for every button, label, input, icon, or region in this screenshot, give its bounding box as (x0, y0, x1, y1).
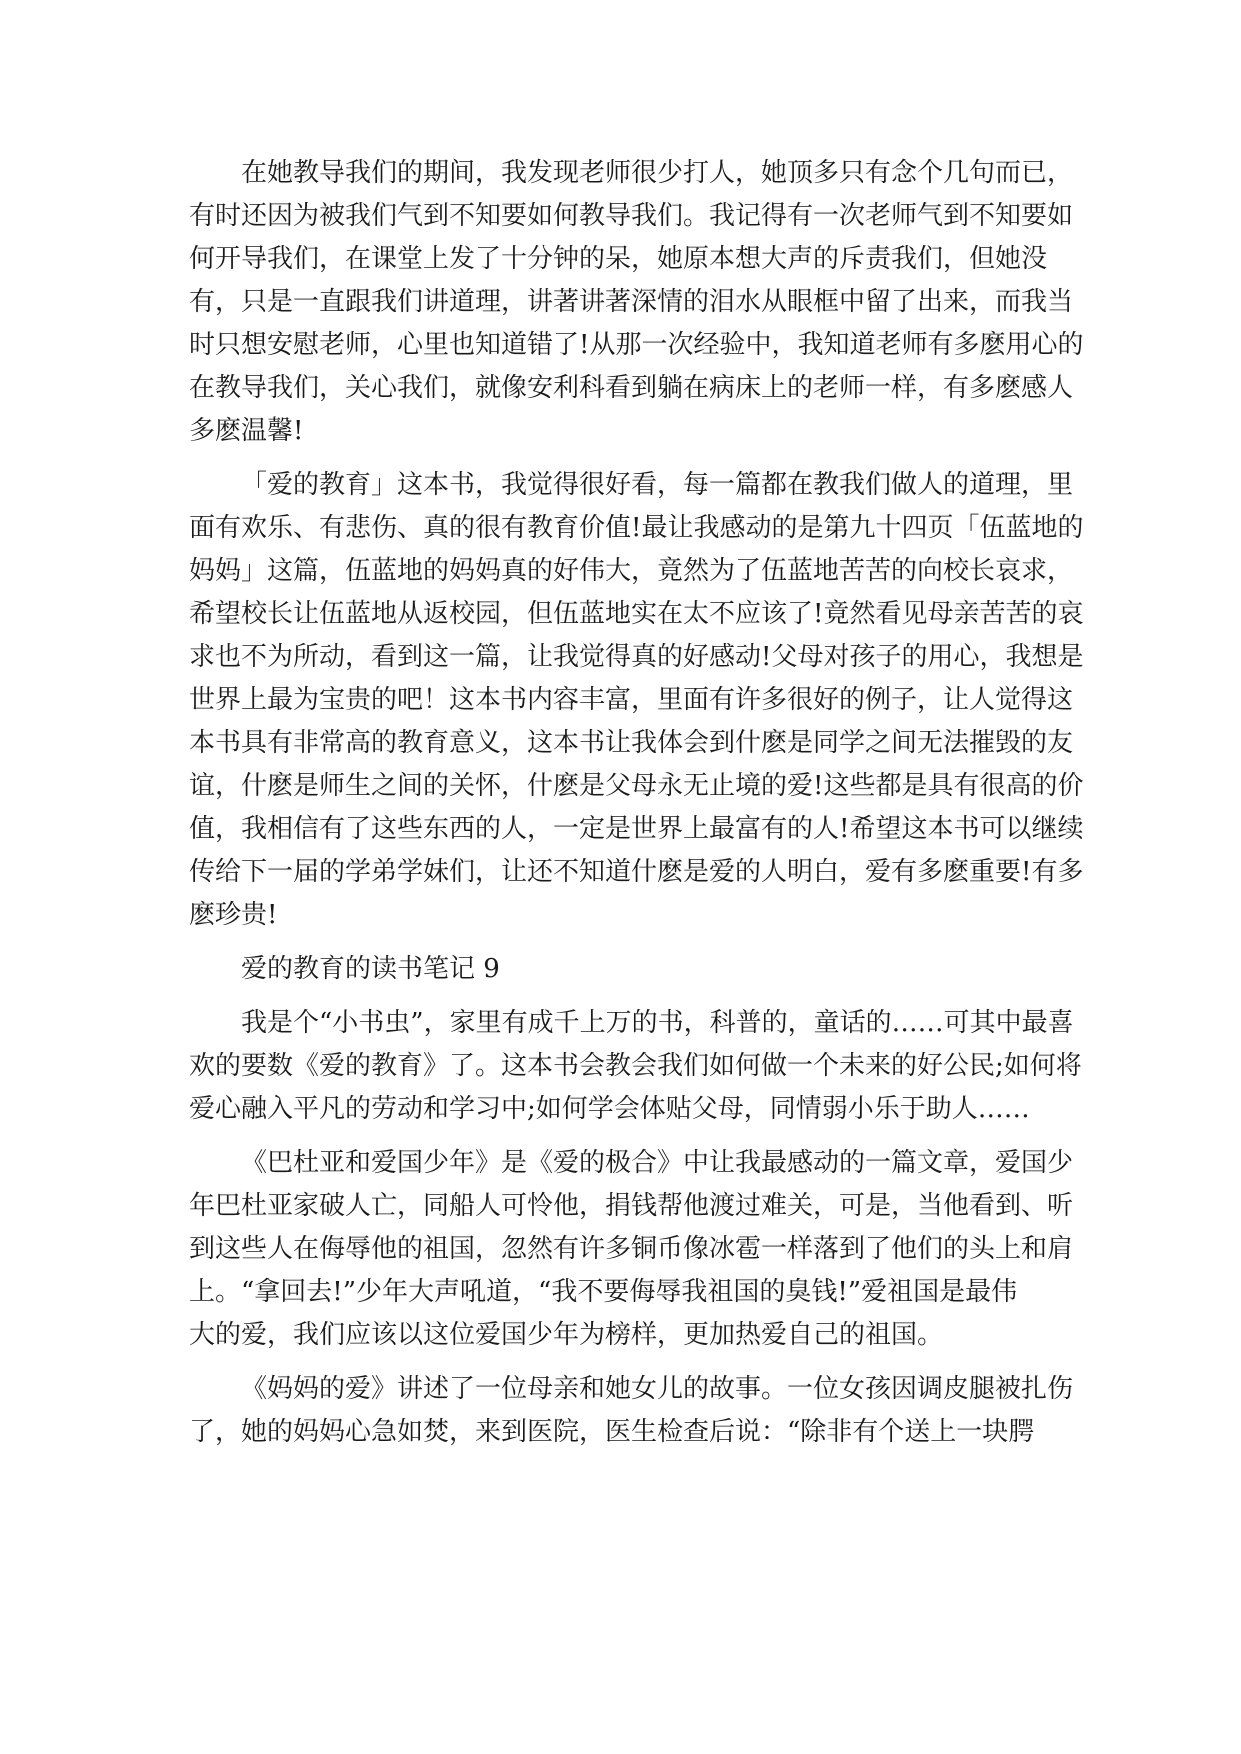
paragraph-line: 值，我相信有了这些东西的人，一定是世界上最富有的人!希望这本书可以继续 (189, 814, 1084, 844)
paragraph-line: 希望校长让伍蓝地从返校园，但伍蓝地实在太不应该了!竟然看见母亲苦苦的哀 (189, 599, 1084, 629)
paragraph-line: 「爱的教育」这本书，我觉得很好看，每一篇都在教我们做人的道理，里 (241, 470, 1074, 500)
paragraph-line: 世界上最为宝贵的吧！这本书内容丰富，里面有许多很好的例子，让人觉得这 (189, 685, 1074, 715)
paragraph-line: 时只想安慰老师，心里也知道错了!从那一次经验中，我知道老师有多麽用心的 (189, 330, 1084, 360)
paragraph-line: 到这些人在侮辱他的祖国，忽然有许多铜币像冰雹一样落到了他们的头上和肩 (189, 1234, 1074, 1264)
paragraph-line: 多麽温馨! (189, 416, 304, 446)
paragraph-line: 谊，什麽是师生之间的关怀，什麽是父母永无止境的爱!这些都是具有很高的价 (189, 771, 1084, 801)
paragraph-line: 在教导我们，关心我们，就像安利科看到躺在病床上的老师一样，有多麽感人 (189, 373, 1074, 403)
paragraph-line: 何开导我们，在课堂上发了十分钟的呆，她原本想大声的斥责我们，但她没 (189, 244, 1048, 274)
paragraph-line: 爱心融入平凡的劳动和学习中;如何学会体贴父母，同情弱小乐于助人…… (189, 1094, 1030, 1124)
paragraph-line: 在她教导我们的期间，我发现老师很少打人，她顶多只有念个几句而已， (241, 158, 1074, 188)
paragraph-line: 麽珍贵! (189, 900, 278, 930)
paragraph-line: 妈妈」这篇，伍蓝地的妈妈真的好伟大，竟然为了伍蓝地苦苦的向校长哀求， (189, 556, 1074, 586)
paragraph-line: 传给下一届的学弟学妹们，让还不知道什麽是爱的人明白，爱有多麽重要!有多 (189, 857, 1084, 887)
section-heading: 爱的教育的读书笔记 9 (241, 954, 500, 984)
paragraph-line: 有，只是一直跟我们讲道理，讲著讲著深情的泪水从眼框中留了出来，而我当 (189, 287, 1074, 317)
paragraph-3 (189, 1002, 1082, 1131)
paragraph-line: 《巴杜亚和爱国少年》是《爱的极合》中让我最感动的一篇文章，爱国少 (241, 1148, 1074, 1178)
paragraph-line: 本书具有非常高的教育意义，这本书让我体会到什麽是同学之间无法摧毁的友 (189, 728, 1074, 758)
paragraph-line: 《妈妈的爱》讲述了一位母亲和她女儿的故事。一位女孩因调皮腿被扎伤 (241, 1374, 1074, 1404)
paragraph-5 (189, 1368, 1074, 1454)
document-body (189, 152, 1084, 1465)
paragraph-line: 了，她的妈妈心急如焚，来到医院，医生检查后说：“除非有个送上一块腭 (189, 1417, 1035, 1447)
paragraph-4 (189, 1142, 1074, 1357)
paragraph-line: 欢的要数《爱的教育》了。这本书会教会我们如何做一个未来的好公民;如何将 (189, 1051, 1082, 1081)
paragraph-line: 上。“拿回去!”少年大声吼道，“我不要侮辱我祖国的臭钱!”爱祖国是最伟 (189, 1277, 1018, 1307)
paragraph-line: 大的爱，我们应该以这位爱国少年为榜样，更加热爱自己的祖国。 (189, 1320, 944, 1350)
paragraph-1 (189, 152, 1084, 453)
paragraph-line: 求也不为所动，看到这一篇，让我觉得真的好感动!父母对孩子的用心，我想是 (189, 642, 1084, 672)
paragraph-line: 我是个“小书虫”，家里有成千上万的书，科普的，童话的……可其中最喜 (241, 1008, 1074, 1038)
paragraph-line: 年巴杜亚家破人亡，同船人可怜他，捐钱帮他渡过难关，可是，当他看到、听 (189, 1191, 1074, 1221)
paragraph-line: 面有欢乐、有悲伤、真的很有教育价值!最让我感动的是第九十四页「伍蓝地的 (189, 513, 1084, 543)
paragraph-line: 有时还因为被我们气到不知要如何教导我们。我记得有一次老师气到不知要如 (189, 201, 1074, 231)
paragraph-2 (189, 464, 1084, 937)
